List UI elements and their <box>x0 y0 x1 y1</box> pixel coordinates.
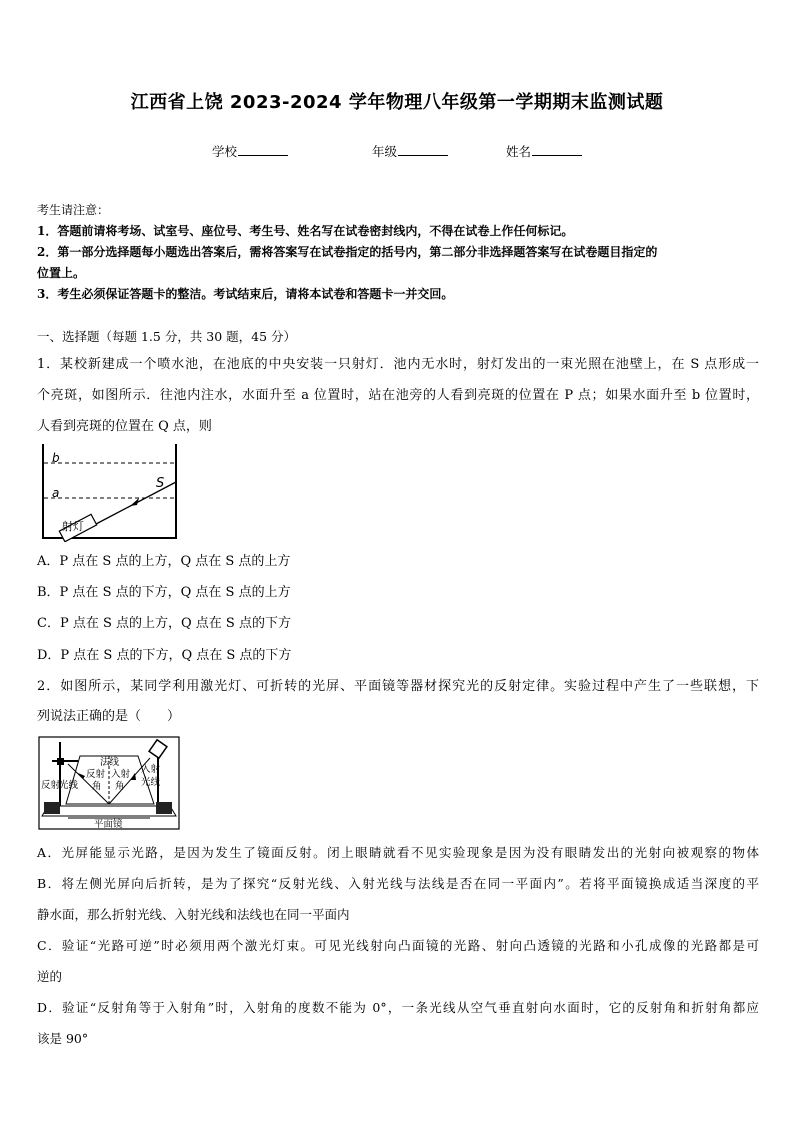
normal-label: 法线 <box>100 757 120 768</box>
q1-option-d[interactable]: D．P 点在 S 点的下方，Q 点在 S 点的下方 <box>37 648 292 663</box>
q2-line-1: 2．如图所示，某同学利用激光灯、可折转的光屏、平面镜等器材探究光的反射定律。实验过程中产生了一些联想，下 <box>37 679 759 694</box>
incident-angle-label-2: 角 <box>115 781 125 792</box>
incident-ray-label-2: 光线 <box>141 777 161 788</box>
reflected-ray-label-1: 反射 <box>41 780 61 791</box>
grade-blank[interactable] <box>398 143 448 156</box>
name-field[interactable]: 姓名 <box>506 142 582 160</box>
q1-line-2: 个亮斑，如图所示．往池内注水，水面升至 a 位置时，站在池旁的人看到亮斑的位置在 P 点；如果水面升至 b 位置时， <box>37 388 759 403</box>
q2-option-c-cont: 逆的 <box>37 969 63 984</box>
notice-item-2-cont: 位置上。 <box>37 266 86 280</box>
q2-reflection-figure <box>38 736 180 830</box>
q2-option-c[interactable]: C．验证“光路可逆”时必须用两个激光灯束。可见光线射向凸面镜的光路、射向凸透镜的光路和小孔成像的光路都是可 <box>37 938 759 953</box>
notice-block <box>37 200 759 305</box>
incident-angle-label-1: 入射 <box>111 769 131 780</box>
name-blank[interactable] <box>532 143 582 156</box>
reflected-ray-label-2: 光线 <box>59 780 79 791</box>
notice-item-2: 2．第一部分选择题每小题选出答案后，需将答案写在试卷指定的括号内，第二部分非选择题答案写在试卷题目指定的 <box>37 245 658 259</box>
q1-line-1: 1．某校新建成一个喷水池，在池底的中央安装一只射灯．池内无水时，射灯发出的一束光照在池壁上，在 S 点形成一 <box>37 357 759 372</box>
school-blank[interactable] <box>238 143 288 156</box>
notice-heading: 考生请注意： <box>37 203 110 217</box>
q1-line-3: 人看到亮斑的位置在 Q 点，则 <box>37 419 212 434</box>
q2-line-2: 列说法正确的是（ ） <box>37 709 181 724</box>
lamp-label: 射灯 <box>62 520 84 533</box>
level-b-label: b <box>52 451 60 465</box>
q2-option-d-cont: 该是 90° <box>37 1031 89 1046</box>
q2-option-b[interactable]: B．将左侧光屏向后折转，是为了探究“反射光线、入射光线与法线是否在同一平面内”。若将平面镜换成适当深度的平 <box>37 876 759 891</box>
q1-option-c[interactable]: C．P 点在 S 点的上方，Q 点在 S 点的下方 <box>37 616 291 631</box>
point-s-label: S <box>156 476 165 491</box>
section-heading: 一、选择题（每题 1.5 分，共 30 题，45 分） <box>37 329 297 344</box>
reflect-angle-label-2: 角 <box>92 781 102 792</box>
mirror-label: 平面镜 <box>94 819 123 830</box>
notice-item-1: 1．答题前请将考场、试室号、座位号、考生号、姓名写在试卷密封线内，不得在试卷上作任何标记。 <box>37 224 574 238</box>
reflect-angle-label-1: 反射 <box>86 769 106 780</box>
q1-option-b[interactable]: B．P 点在 S 点的下方，Q 点在 S 点的上方 <box>37 585 291 600</box>
page-title: 江西省上饶 2023-2024 学年物理八年级第一学期期末监测试题 <box>130 92 664 113</box>
q2-option-a[interactable]: A．光屏能显示光路，是因为发生了镜面反射。闭上眼睛就看不见实验现象是因为没有眼睛发出的光射向被观察的物体 <box>37 845 759 860</box>
school-field[interactable]: 学校 <box>212 142 288 160</box>
q2-option-b-cont: 静水面，那么折射光线、入射光线和法线也在同一平面内 <box>37 907 350 922</box>
level-a-label: a <box>52 486 60 500</box>
notice-item-3: 3．考生必须保证答题卡的整洁。考试结束后，请将本试卷和答题卡一并交回。 <box>37 287 454 301</box>
grade-field[interactable]: 年级 <box>372 142 448 160</box>
q1-option-a[interactable]: A．P 点在 S 点的上方，Q 点在 S 点的上方 <box>37 554 291 569</box>
q1-pool-figure <box>38 442 180 542</box>
incident-ray-label-1: 入射 <box>141 764 161 775</box>
q2-option-d[interactable]: D．验证“反射角等于入射角”时，入射角的度数不能为 0°，一条光线从空气垂直射向水面时，它的反射角和折射角都应 <box>37 1000 759 1015</box>
